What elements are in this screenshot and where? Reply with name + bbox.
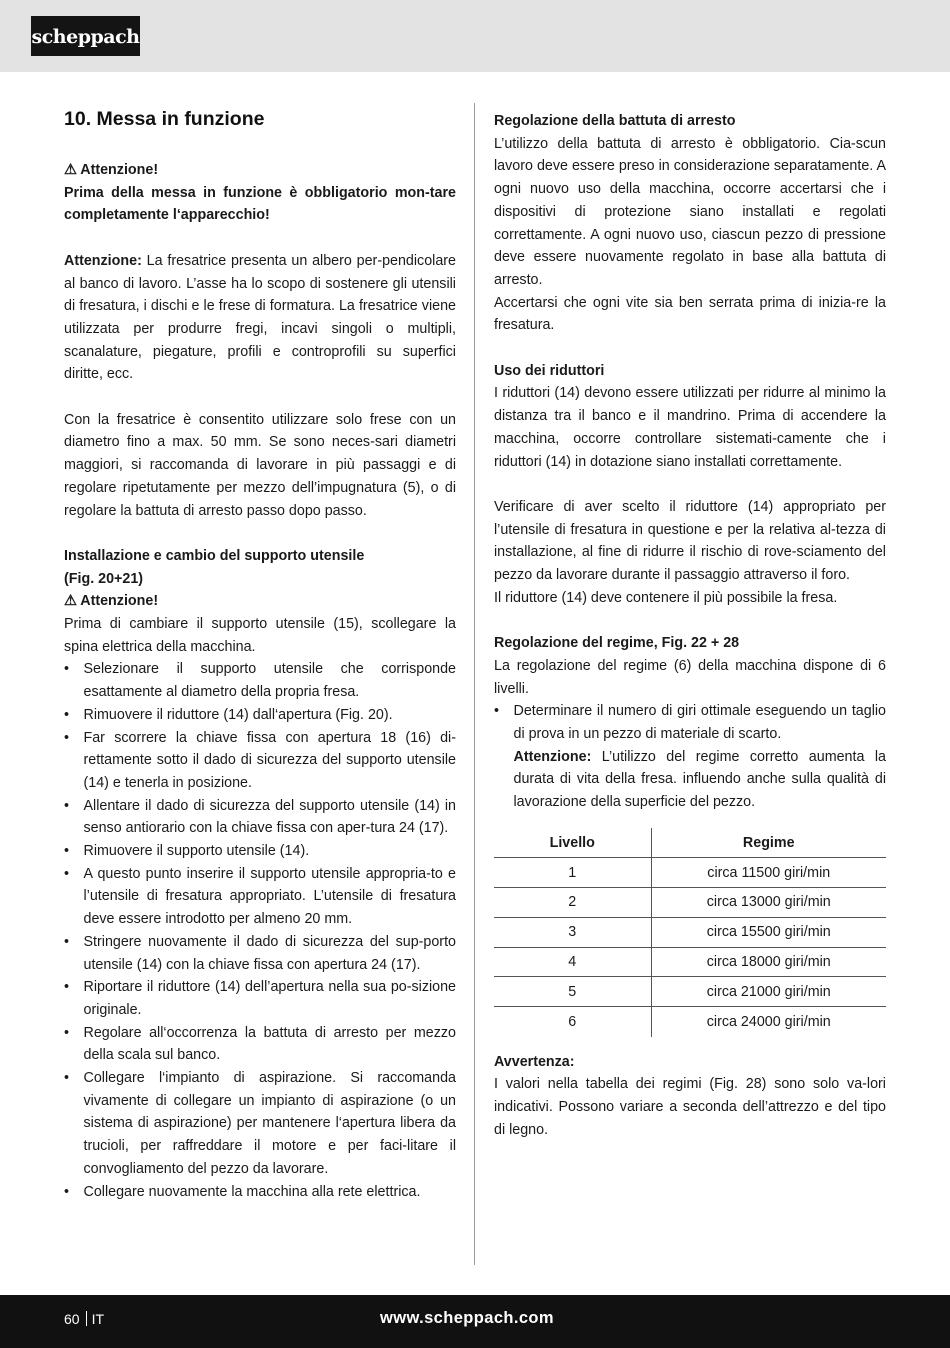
- list-item: • Riportare il riduttore (14) dell’apertura nella sua po-sizione originale.: [64, 976, 456, 1021]
- note-heading: Avvertenza:: [494, 1053, 575, 1070]
- reducers-paragraph-3: Il riduttore (14) deve contenere il più possibile la fresa.: [494, 589, 838, 606]
- table-row: [494, 888, 886, 918]
- speed-bullet-text: Determinare il numero di giri ottimale eseguendo un taglio di prova in un pezzo di materiale di scarto.: [513, 703, 886, 742]
- speed-cell: circa 13000 giri/min: [651, 888, 886, 918]
- level-cell: 1: [494, 858, 651, 888]
- stop-paragraph-2: Accertarsi che ogni vite sia ben serrata prima di inizia-re la fresatura.: [494, 294, 886, 334]
- page-footer: [0, 1295, 950, 1348]
- diameter-paragraph: Con la fresatrice è consentito utilizzare solo frese con un diametro fino a max. 50 mm. Se sono neces-sari diametri maggiori, si raccomanda di lavorare in più passaggi e di regolare ripetutamente per mezzo dell’impugnatura (5), o di regolare la battuta di arresto passo dopo passo.: [64, 411, 456, 519]
- language-code: IT: [91, 1311, 105, 1327]
- intro-text: La fresatrice presenta un albero per-pendicolare al banco di lavoro. L’asse ha lo scopo di sostenere gli utensili di fresatura, i dischi e le frese di formatura. La fresatrice viene utilizzata per produrre fregi, incavi singoli o multipli, scanalature, piegature, profili e controprofili su superfici diritte, ecc.: [64, 252, 456, 383]
- column-header-speed: Regime: [651, 828, 886, 858]
- speed-cell: circa 21000 giri/min: [651, 977, 886, 1007]
- reducers-heading: Uso dei riduttori: [494, 362, 605, 379]
- speed-cell: circa 11500 giri/min: [651, 858, 886, 888]
- table-row: [494, 977, 886, 1007]
- reducers-paragraph-2: Verificare di aver scelto il riduttore (14) appropriato per l’utensile di fresatura in questione e per la relativa al-tezza di installazione, al fine di ridurre il rischio di rove-sciamento del pezzo da lavorare durante il passaggio attraverso il foro.: [494, 498, 886, 584]
- list-item: • Stringere nuovamente il dado di sicurezza del sup-porto utensile (14) con la chiave fissa con apertura 24 (17).: [64, 931, 456, 976]
- page-number-block: [64, 1311, 104, 1327]
- speed-table: [494, 828, 886, 1037]
- list-item: • Allentare il dado di sicurezza del supporto utensile (14) in senso antiorario con la chiave fissa con aper-tura 24 (17).: [64, 795, 456, 840]
- warning-text: Prima della messa in funzione è obbligatorio mon-tare completamente l‘apparecchio!: [64, 184, 456, 224]
- warning-heading: ⚠ Attenzione!: [64, 162, 159, 178]
- table-row: [494, 858, 886, 888]
- speed-bullet-note: L’utilizzo del regime corretto aumenta la durata di vita della fresa. influendo anche sulla qualità di lavorazione della superficie del pezzo.: [513, 748, 886, 811]
- list-item: • Selezionare il supporto utensile che corrisponde esattamente al diametro della propria fresa.: [64, 658, 456, 703]
- install-heading: Installazione e cambio del supporto utensile: [64, 547, 365, 564]
- list-item: • Far scorrere la chiave fissa con apertura 18 (16) di-rettamente sotto il dado di sicurezza del supporto utensile (14) e tenerla in posizione.: [64, 727, 456, 795]
- speed-cell: circa 18000 giri/min: [651, 947, 886, 977]
- level-cell: 4: [494, 947, 651, 977]
- warning-heading-2: ⚠ Attenzione!: [64, 593, 159, 610]
- list-item: • Rimuovere il riduttore (14) dall‘apertura (Fig. 20).: [64, 704, 456, 727]
- list-item: • A questo punto inserire il supporto utensile appropria-to e l’utensile di fresatura appropriato. L’utensile di fresatura deve essere introdotto per almeno 20 mm.: [64, 863, 456, 931]
- intro-paragraph: [64, 250, 456, 386]
- table-header-row: [494, 828, 886, 858]
- left-column: [64, 106, 456, 1203]
- attention-label: Attenzione:: [64, 252, 142, 269]
- footer-separator: [86, 1311, 87, 1326]
- list-item: [494, 700, 886, 814]
- level-cell: 3: [494, 917, 651, 947]
- level-cell: 2: [494, 888, 651, 918]
- page-header: [0, 0, 950, 72]
- speed-heading: Regolazione del regime, Fig. 22 + 28: [494, 635, 740, 652]
- list-item: • Regolare all‘occorrenza la battuta di arresto per mezzo della scala sul banco.: [64, 1022, 456, 1067]
- website-url: www.scheppach.com: [380, 1309, 554, 1327]
- right-column: [494, 110, 886, 1141]
- table-row: [494, 1007, 886, 1037]
- stop-paragraph: L’utilizzo della battuta di arresto è obbligatorio. Cia-scun lavoro deve essere preso in considerazione separatamente. A ogni nuovo uso della macchina, occorre accertarsi che i dispositivi di protezione siano installati e regolati correttamente. A ogni nuovo uso, ciascun pezzo di pressione deve essere nuovamente regolato in base alla battuta di arresto.: [494, 135, 886, 288]
- attention-label: Attenzione:: [513, 748, 592, 765]
- list-item: • Rimuovere il supporto utensile (14).: [64, 840, 456, 863]
- install-steps-list: [64, 658, 456, 1203]
- install-figure-ref: (Fig. 20+21): [64, 570, 144, 587]
- table-row: [494, 917, 886, 947]
- list-item: • Collegare l‘impianto di aspirazione. Si raccomanda vivamente di collegare un impianto di aspirazione (o un sistema di aspirazione) per mantenere l‘apertura libera da trucioli, per raffreddare il motore e per faci-litare il convogliamento del pezzo da lavorare.: [64, 1067, 456, 1181]
- reducers-paragraph: I riduttori (14) devono essere utilizzati per ridurre al minimo la distanza tra il banco e il mandrino. Prima di accendere la macchina, occorre controllare sistemati-camente che i riduttori (14) in dotazione siano installati correttamente.: [494, 385, 886, 470]
- speed-cell: circa 15500 giri/min: [651, 917, 886, 947]
- stop-heading: Regolazione della battuta di arresto: [494, 113, 736, 129]
- speed-paragraph: La regolazione del regime (6) della macchina dispone di 6 livelli.: [494, 657, 886, 697]
- warning-text-2: Prima di cambiare il supporto utensile (15), scollegare la spina elettrica della macchina.: [64, 616, 456, 655]
- column-divider: [474, 103, 475, 1265]
- speed-cell: circa 24000 giri/min: [706, 1013, 831, 1030]
- speed-list: [494, 700, 886, 814]
- section-heading: 10. Messa in funzione: [64, 108, 265, 130]
- level-cell: 5: [494, 977, 651, 1007]
- list-item: • Collegare nuovamente la macchina alla rete elettrica.: [64, 1181, 456, 1204]
- note-paragraph: I valori nella tabella dei regimi (Fig. 28) sono solo va-lori indicativi. Possono variare a seconda dell’attrezzo e del tipo di legno.: [494, 1076, 886, 1138]
- level-cell: 6: [494, 1007, 651, 1037]
- column-header-level: Livello: [494, 828, 651, 858]
- page-number: 60: [64, 1311, 80, 1327]
- table-row: [494, 947, 886, 977]
- scheppach-logo: scheppach: [31, 16, 140, 56]
